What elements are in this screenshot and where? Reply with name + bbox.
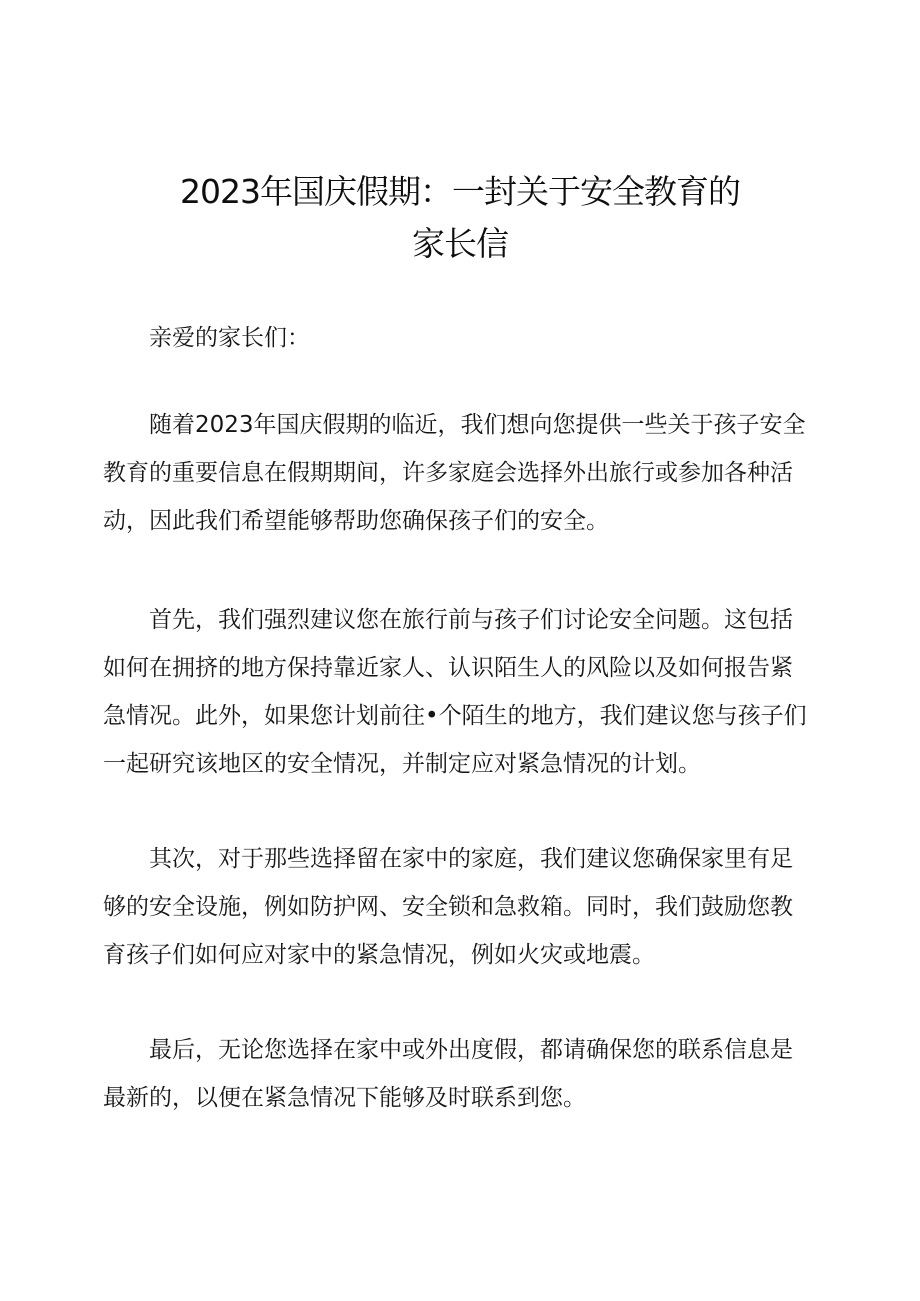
- greeting-line: 亲爱的家长们：: [149, 325, 310, 351]
- paragraph-line: 动，因此我们希望能够帮助您确保孩子们的安全。: [103, 508, 609, 534]
- paragraph-line: 够的安全设施，例如防护网、安全锁和急救箱。同时，我们鼓励您教: [103, 894, 793, 920]
- paragraph-line: 育孩子们如何应对家中的紧急情况，例如火灾或地震。: [103, 942, 655, 968]
- paragraph-line: 急情况。此外，如果您计划前往•个陌生的地方，我们建议您与孩子们: [103, 703, 807, 729]
- paragraph-line: 最新的，以便在紧急情况下能够及时联系到您。: [103, 1085, 586, 1111]
- paragraph-line: 教育的重要信息在假期期间，许多家庭会选择外出旅行或参加各种活: [103, 460, 793, 486]
- title-line: 家长信: [412, 224, 508, 263]
- paragraph-3: [103, 835, 823, 979]
- paragraph-line: 首先，我们强烈建议您在旅行前与孩子们讨论安全问题。这包括: [149, 607, 793, 633]
- paragraph-2: [103, 596, 823, 788]
- greeting: [103, 314, 823, 362]
- document-title: [0, 166, 920, 270]
- title-line: 2023年国庆假期：一封关于安全教育的: [180, 172, 740, 211]
- paragraph-line: 随着2023年国庆假期的临近，我们想向您提供一些关于孩子安全: [149, 412, 806, 438]
- paragraph-1: [103, 401, 823, 545]
- paragraph-line: 最后，无论您选择在家中或外出度假，都请确保您的联系信息是: [149, 1037, 793, 1063]
- paragraph-line: 如何在拥挤的地方保持靠近家人、认识陌生人的风险以及如何报告紧: [103, 655, 793, 681]
- paragraph-line: 一起研究该地区的安全情况，并制定应对紧急情况的计划。: [103, 751, 701, 777]
- paragraph-line: 其次，对于那些选择留在家中的家庭，我们建议您确保家里有足: [149, 846, 793, 872]
- paragraph-4: [103, 1026, 823, 1122]
